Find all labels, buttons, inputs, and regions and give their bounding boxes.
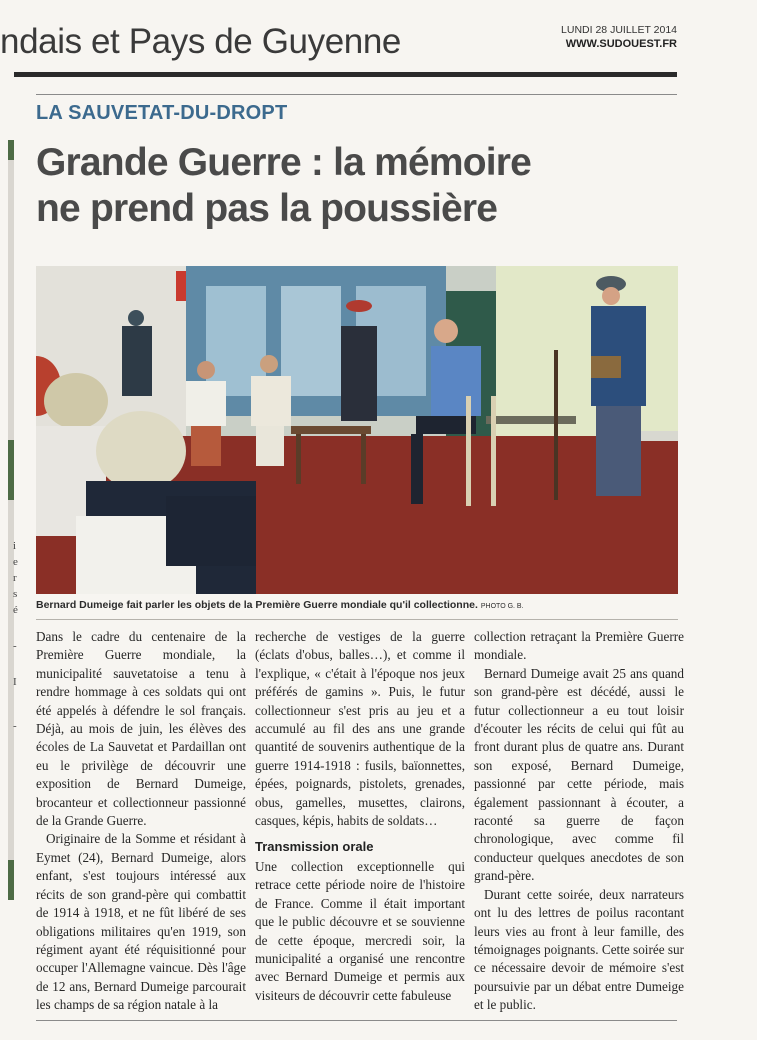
headline-line: Grande Guerre : la mémoire bbox=[36, 141, 532, 184]
margin-photo-edge bbox=[8, 440, 14, 500]
photo-caption bbox=[36, 599, 676, 611]
article-column-1 bbox=[36, 628, 246, 1015]
article-column-2 bbox=[255, 628, 465, 1005]
article-paragraph: Durant cette soirée, deux narrateurs ont lu des lettres de poilus racontant leurs vies au front à leur famille, des témoignages poignants. Cette soirée sur ce nécessaire devoir de mémoire s'est poursuivie par un débat entre Dumeige et le public. bbox=[474, 886, 684, 1013]
kicker-rule bbox=[36, 94, 677, 95]
article-paragraph: recherche de vestiges de la guerre (éclats d'obus, balles…), et comme il l'explique, « c'était à l'époque nos jeux préférés de gamins ». Puis, le futur collectionneur s'est pris au jeu et a accumulé au fil des ans une grande quantité de souvenirs authentique de la guerre 1914-1918 : fusils, baïonnettes, épées, poignards, pistolets, grenades, obus, gamelles, musettes, clairons, casques, képis, habits de soldats… bbox=[255, 629, 465, 829]
margin-strip bbox=[8, 140, 17, 900]
article-paragraph: Dans le cadre du centenaire de la Première Guerre mondiale, la municipalité sauvetatoise a tenu à rendre hommage à ces soldats qui ont été appelés à défendre le sol français. Déjà, au mois de juin, les élèves des écoles de La Sauvetat et Pardaillan ont eu le privilège de découvrir une exposition de Bernard Dumeige, brocanteur et collectionneur passionné de la Grande Guerre. bbox=[36, 629, 246, 829]
photo-credit: PHOTO G. B. bbox=[480, 603, 524, 610]
article-subhead: Transmission orale bbox=[255, 839, 374, 855]
margin-fragment: s bbox=[13, 588, 18, 600]
headline-line: ne prend pas la poussière bbox=[36, 187, 498, 230]
article-kicker: LA SAUVETAT-DU-DROPT bbox=[36, 102, 288, 124]
margin-fragment: I bbox=[13, 676, 17, 688]
article-paragraph: Bernard Dumeige avait 25 ans quand son grand-père est décédé, aussi le futur collectionneur a eu tout loisir d'écouter les récits de celui qui fût au front durant plus de quatre ans. Durant son exposé, Bernard Dumeige, passionné par cette période, mais également passionnant à écouter, a raconté sa guerre de façon chronologique, avec comme fil conducteur quelques anecdotes de son grand-père. bbox=[474, 665, 684, 884]
margin-fragment: e bbox=[13, 556, 18, 568]
margin-fragment: - bbox=[13, 720, 17, 732]
issue-date: LUNDI 28 JUILLET 2014 bbox=[561, 24, 677, 36]
photo-illustration bbox=[36, 266, 678, 594]
margin-fragment: é bbox=[13, 604, 18, 616]
margin-photo-edge bbox=[8, 860, 14, 900]
margin-fragment: - bbox=[13, 640, 17, 652]
margin-fragment: r bbox=[13, 572, 17, 584]
article-paragraph: Originaire de la Somme et résidant à Eymet (24), Bernard Dumeige, alors enfant, s'est toujours intéressé aux récits de son grand-père qui combattit de 1914 à 1918, et ne fût libéré de ses obligations militaires qu'en 1919, son régiment ayant été réquisitionné pour occuper l'Allemagne vaincue. Dès l'âge de 12 ans, Bernard Dumeige parcourait les champs de sa région natale à la bbox=[36, 831, 246, 1013]
caption-rule bbox=[36, 619, 678, 620]
website-url[interactable]: WWW.SUDOUEST.FR bbox=[565, 38, 677, 50]
header-rule bbox=[14, 72, 677, 77]
section-title: ndais et Pays de Guyenne bbox=[0, 22, 401, 61]
article-column-3 bbox=[474, 628, 684, 1015]
caption-text: Bernard Dumeige fait parler les objets de la Première Guerre mondiale qu'il collectionne. bbox=[36, 599, 478, 611]
article-paragraph: collection retraçant la Première Guerre mondiale. bbox=[474, 629, 684, 663]
article-photo bbox=[36, 266, 678, 594]
margin-fragment: i bbox=[13, 540, 17, 552]
article-paragraph: Une collection exceptionnelle qui retrace cette période noire de l'histoire de France. Comme il était important que le public découvre et se souvienne de cette époque, mercredi soir, la municipalité a organisé une rencontre avec Bernard Dumeige et permis aux visiteurs de découvrir cette fabuleuse bbox=[255, 858, 465, 1003]
bottom-rule bbox=[36, 1020, 677, 1021]
article-headline bbox=[36, 140, 676, 232]
margin-photo-edge bbox=[8, 140, 14, 160]
